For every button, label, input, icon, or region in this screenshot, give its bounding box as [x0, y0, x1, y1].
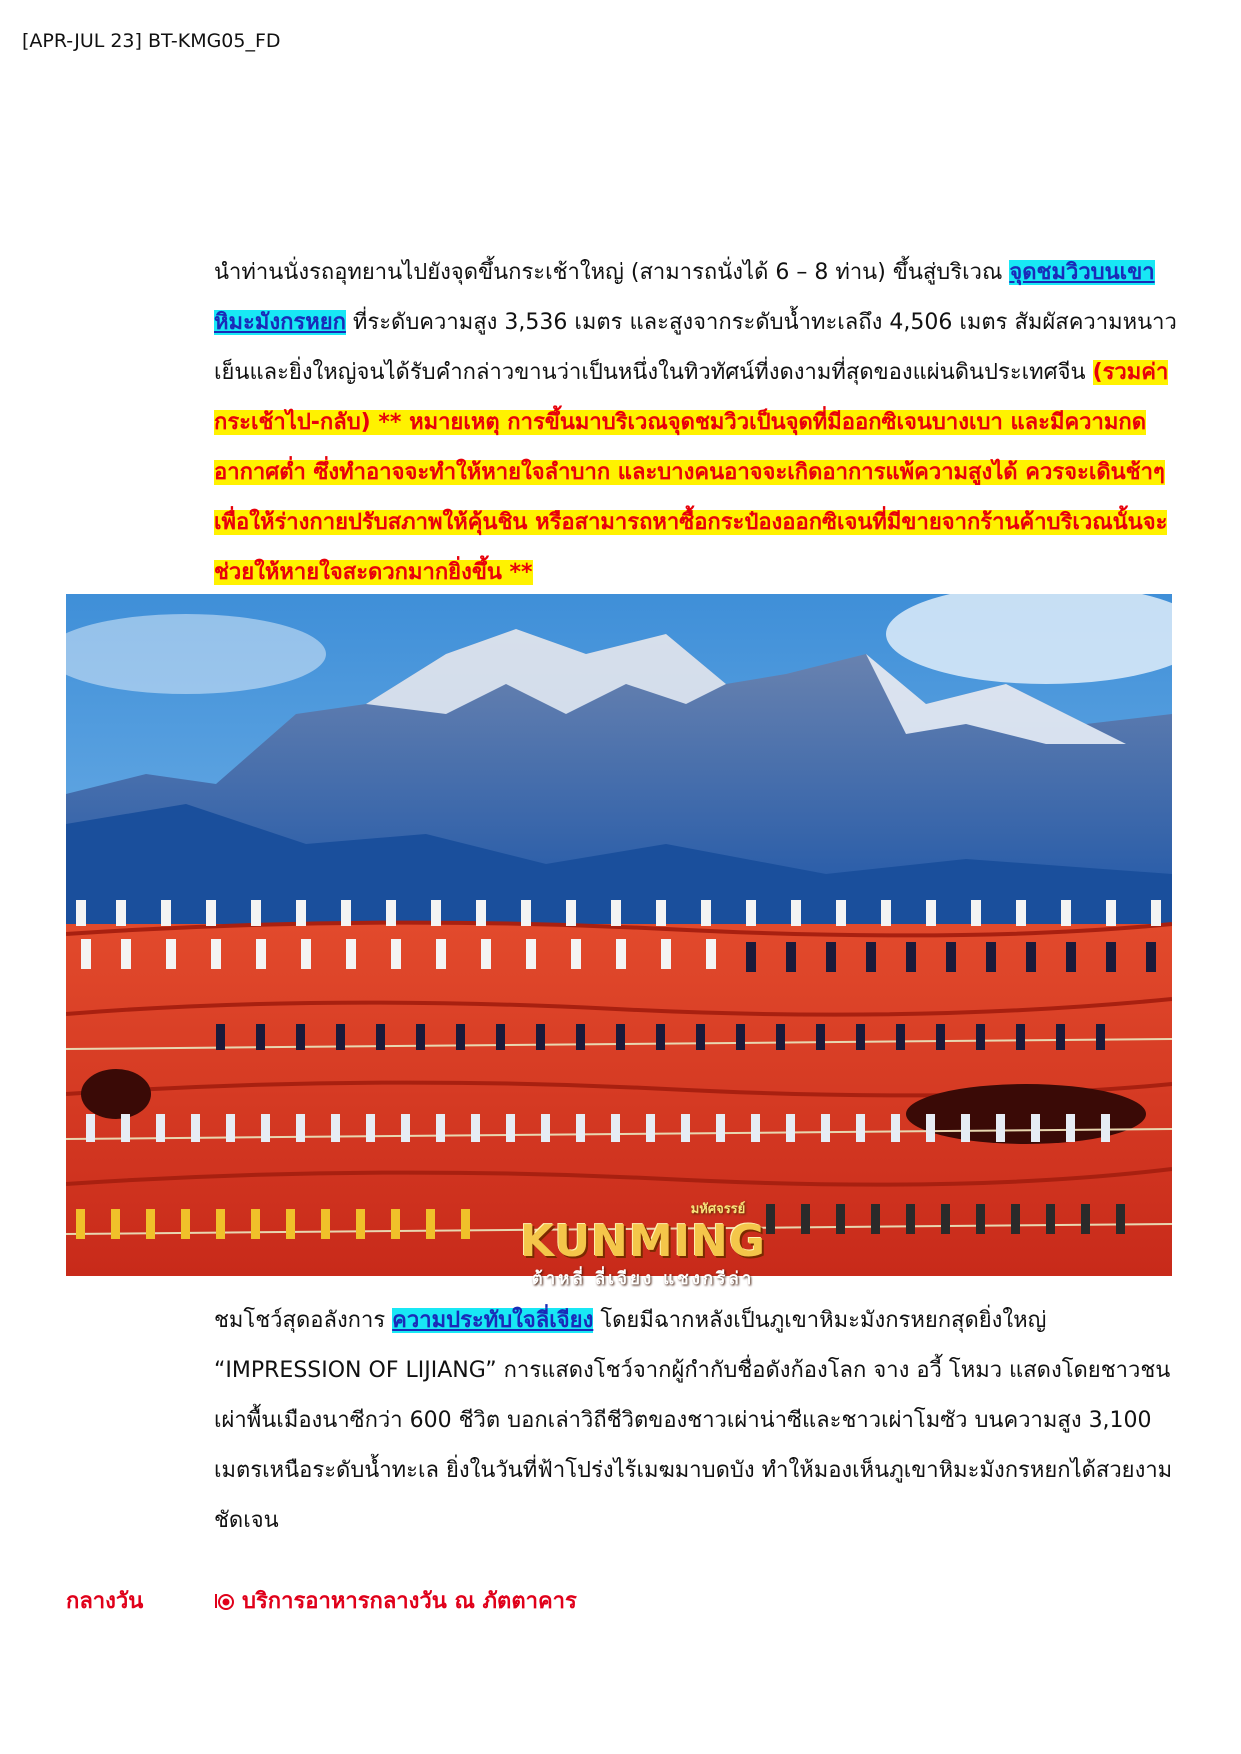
meal-time-label: กลางวัน — [66, 1589, 144, 1614]
meal-row — [214, 1583, 577, 1618]
paragraph-text: ที่ระดับความสูง 3,536 เมตร และสูงจากระดับน้ำทะเลถึง 4,506 เมตร สัมผัสความหนาวเย็นและยิ่งใหญ่จนได้รับคำกล่าวขานว่าเป็นหนึ่งในทิวทัศน์ที่งดงามที่สุดของแผ่นดินประเทศจีน — [214, 310, 1177, 385]
logo-sub-text: ต้าหลี่ ลี่เจียง แชงกรีล่า — [531, 1269, 755, 1289]
highlight-viewpoint: จุดชมวิวบนเขาหิมะมังกรหยก — [214, 260, 1155, 335]
document-code: [APR-JUL 23] BT-KMG05_FD — [22, 30, 281, 52]
impression-lijiang-photo — [66, 594, 1172, 1276]
logo-top-text: มหัศจรรย์ — [690, 1202, 746, 1217]
meal-icon — [214, 1590, 236, 1612]
highlight-note: (รวมค่ากระเช้าไป-กลับ) ** หมายเหตุ การขึ้นมาบริเวณจุดชมวิวเป็นจุดที่มีออกซิเจนบางเบา และมีความกดอากาศต่ำ ซึ่งทำอาจจะทำให้หายใจลำบาก และบางคนอาจจะเกิดอาการแพ้ความสูงได้ ควรจะเดินช้าๆ เพื่อให้ร่างกายปรับสภาพให้คุ้นชิน หรือสามารถหาซื้อกระป๋องออกซิเจนที่มีขายจากร้านค้าบริเวณนั้นจะช่วยให้หายใจสะดวกมากยิ่งขึ้น ** — [214, 360, 1169, 585]
meal-text: บริการอาหารกลางวัน ณ ภัตตาคาร — [242, 1589, 577, 1614]
paragraph-text: ชมโชว์สุดอลังการ — [214, 1308, 393, 1333]
paragraph-text: นำท่านนั่งรถอุทยานไปยังจุดขึ้นกระเช้าใหญ่ (สามารถนั่งได้ 6 – 8 ท่าน) ขึ้นสู่บริเวณ — [214, 260, 1010, 285]
paragraph-impression-show — [214, 1296, 1180, 1546]
paragraph-text: โดยมีฉากหลังเป็นภูเขาหิมะมังกรหยกสุดยิ่งใหญ่ “IMPRESSION OF LIJIANG” การแสดงโชว์จากผู้กำกับชื่อดังก้องโลก จาง อวี้ โหมว แสดงโดยชาวชนเผ่าพื้นเมืองนาซีกว่า 600 ชีวิต บอกเล่าวิถีชีวิตของชาวเผ่าน่าซีและชาวเผ่าโมซัว บนความสูง 3,100 เมตรเหนือระดับน้ำทะเล ยิ่งในวันที่ฟ้าโปร่งไร้เมฆมาบดบัง ทำให้มองเห็นภูเขาหิมะมังกรหยกได้สวยงามชัดเจน — [214, 1308, 1173, 1533]
kunming-logo — [520, 1198, 766, 1292]
logo-main-text: KUNMING — [520, 1216, 766, 1267]
paragraph-cable-car — [214, 248, 1180, 598]
highlight-show-name: ความประทับใจลี่เจียง — [392, 1308, 594, 1333]
